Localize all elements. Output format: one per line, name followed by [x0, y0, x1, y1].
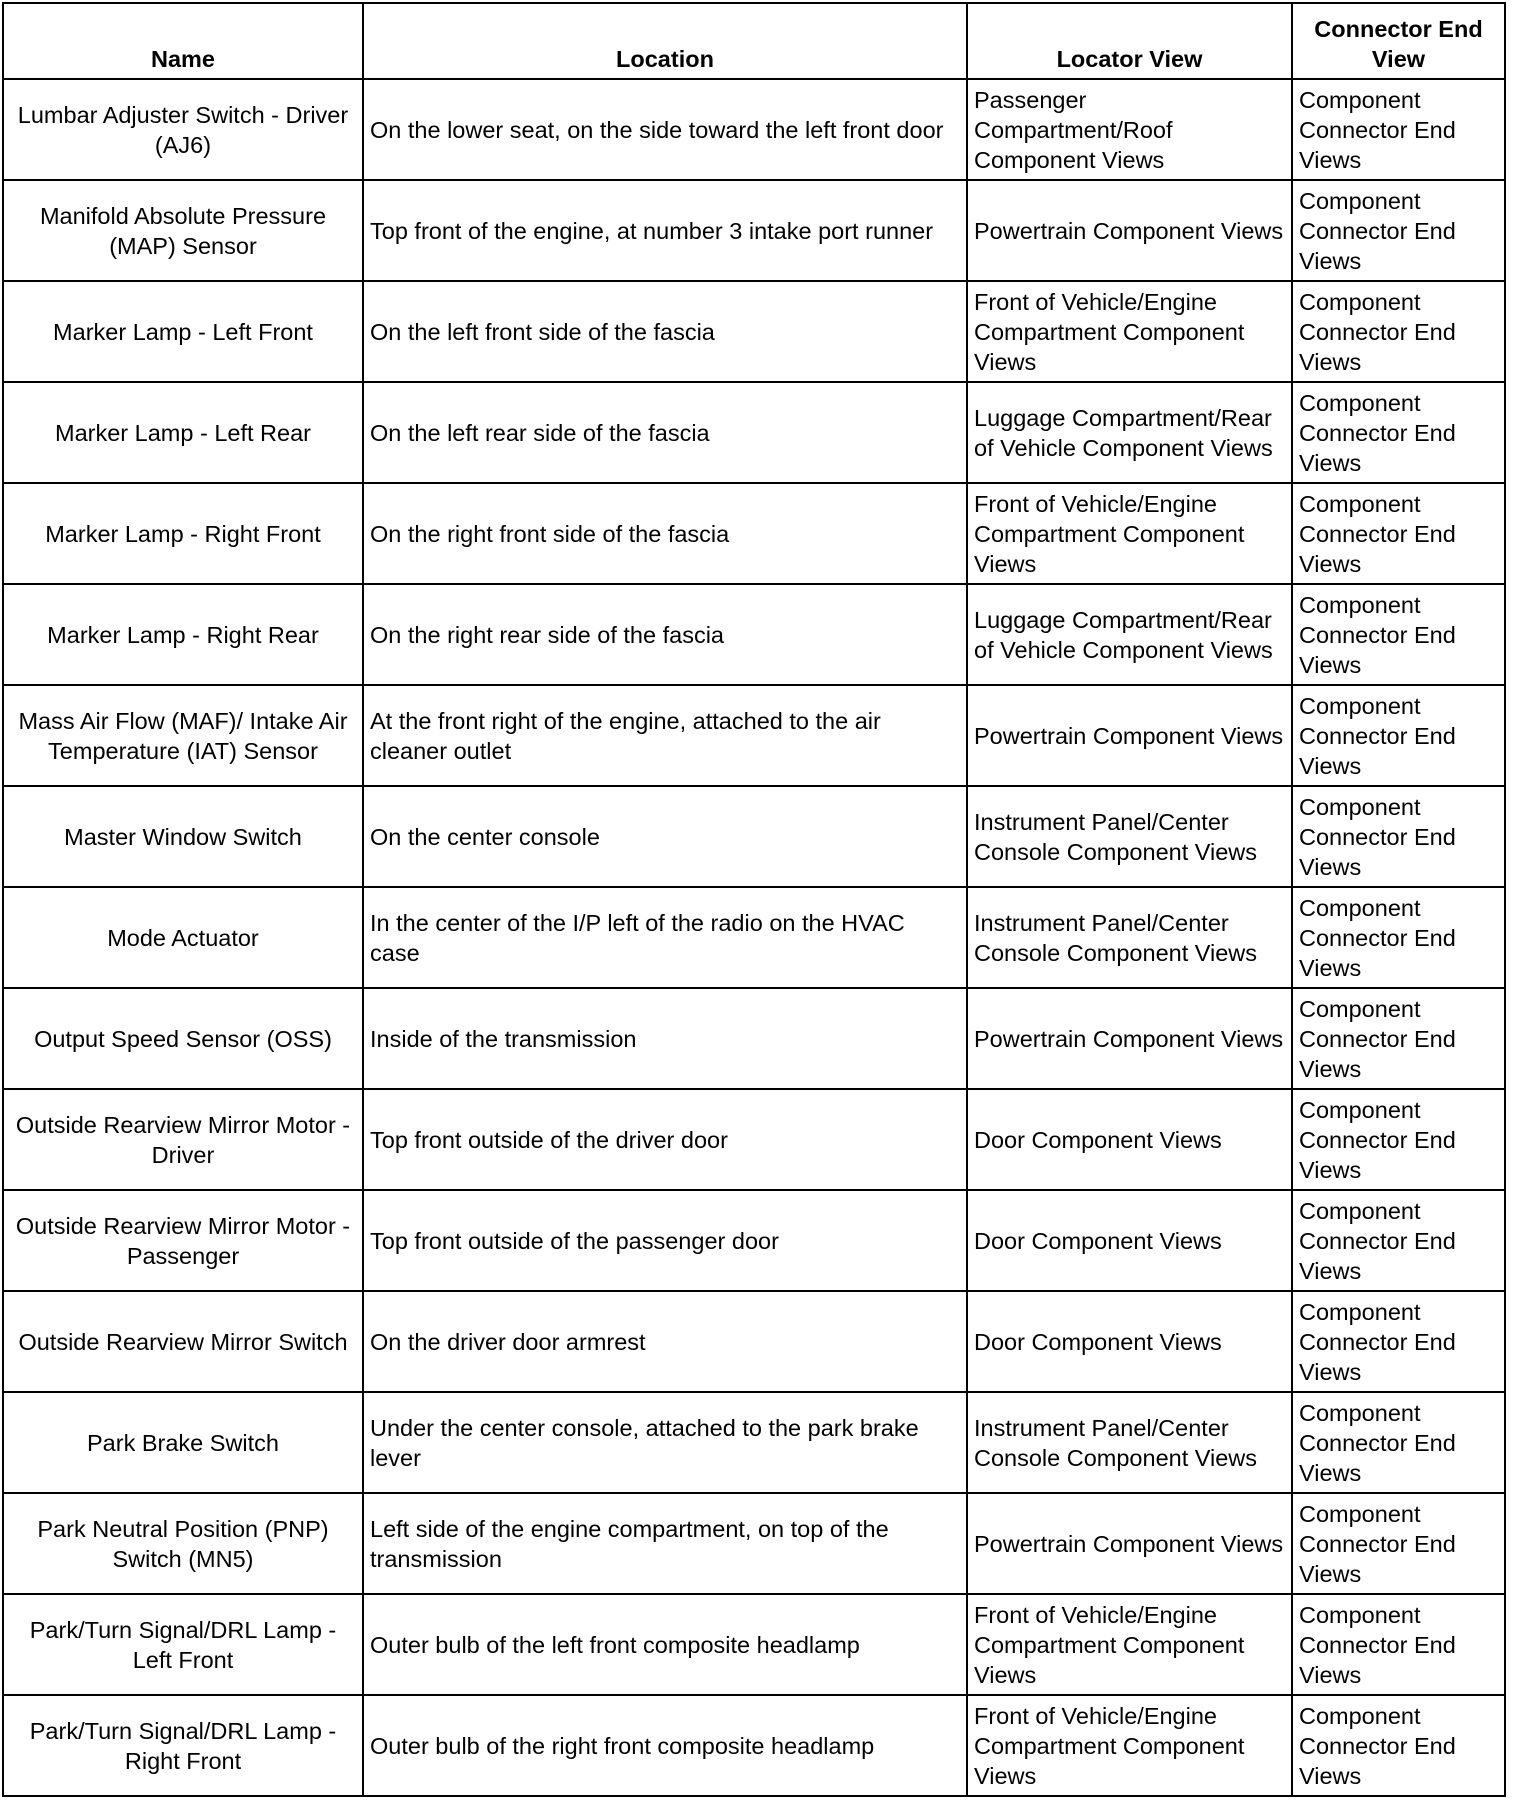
- component-locator-table-wrap: [2, 2, 1504, 1797]
- header-location: Location: [363, 3, 967, 79]
- cell-connector-end-view: Component Connector End Views: [1292, 382, 1505, 483]
- cell-locator-view: Door Component Views: [967, 1190, 1292, 1291]
- table-header-row: [3, 3, 1505, 79]
- table-row: [3, 1594, 1505, 1695]
- table-row: [3, 180, 1505, 281]
- table-row: [3, 988, 1505, 1089]
- cell-locator-view: Instrument Panel/Center Console Component Views: [967, 887, 1292, 988]
- cell-locator-view: Luggage Compartment/Rear of Vehicle Component Views: [967, 584, 1292, 685]
- cell-name: Outside Rearview Mirror Motor - Driver: [3, 1089, 363, 1190]
- table-row: [3, 483, 1505, 584]
- cell-locator-view: Front of Vehicle/Engine Compartment Component Views: [967, 1695, 1292, 1796]
- cell-name: Lumbar Adjuster Switch - Driver (AJ6): [3, 79, 363, 180]
- cell-name: Marker Lamp - Right Front: [3, 483, 363, 584]
- cell-locator-view: Luggage Compartment/Rear of Vehicle Component Views: [967, 382, 1292, 483]
- cell-connector-end-view: Component Connector End Views: [1292, 685, 1505, 786]
- cell-locator-view: Powertrain Component Views: [967, 1493, 1292, 1594]
- cell-location: Left side of the engine compartment, on top of the transmission: [363, 1493, 967, 1594]
- cell-connector-end-view: Component Connector End Views: [1292, 483, 1505, 584]
- cell-location: Outer bulb of the left front composite headlamp: [363, 1594, 967, 1695]
- cell-connector-end-view: Component Connector End Views: [1292, 988, 1505, 1089]
- cell-locator-view: Front of Vehicle/Engine Compartment Component Views: [967, 1594, 1292, 1695]
- cell-connector-end-view: Component Connector End Views: [1292, 281, 1505, 382]
- table-row: [3, 79, 1505, 180]
- cell-locator-view: Powertrain Component Views: [967, 988, 1292, 1089]
- table-row: [3, 1089, 1505, 1190]
- cell-connector-end-view: Component Connector End Views: [1292, 1493, 1505, 1594]
- cell-locator-view: Front of Vehicle/Engine Compartment Component Views: [967, 483, 1292, 584]
- header-name: Name: [3, 3, 363, 79]
- table-row: [3, 786, 1505, 887]
- cell-location: On the right rear side of the fascia: [363, 584, 967, 685]
- cell-locator-view: Door Component Views: [967, 1291, 1292, 1392]
- cell-connector-end-view: Component Connector End Views: [1292, 1190, 1505, 1291]
- cell-locator-view: Powertrain Component Views: [967, 180, 1292, 281]
- cell-name: Park/Turn Signal/DRL Lamp - Left Front: [3, 1594, 363, 1695]
- cell-location: At the front right of the engine, attached to the air cleaner outlet: [363, 685, 967, 786]
- cell-name: Park/Turn Signal/DRL Lamp - Right Front: [3, 1695, 363, 1796]
- cell-name: Marker Lamp - Right Rear: [3, 584, 363, 685]
- cell-connector-end-view: Component Connector End Views: [1292, 1695, 1505, 1796]
- cell-location: On the left rear side of the fascia: [363, 382, 967, 483]
- cell-name: Mode Actuator: [3, 887, 363, 988]
- cell-name: Output Speed Sensor (OSS): [3, 988, 363, 1089]
- table-row: [3, 1392, 1505, 1493]
- cell-name: Master Window Switch: [3, 786, 363, 887]
- cell-name: Park Neutral Position (PNP) Switch (MN5): [3, 1493, 363, 1594]
- cell-locator-view: Instrument Panel/Center Console Component Views: [967, 786, 1292, 887]
- cell-location: On the center console: [363, 786, 967, 887]
- cell-location: On the right front side of the fascia: [363, 483, 967, 584]
- cell-location: In the center of the I/P left of the radio on the HVAC case: [363, 887, 967, 988]
- cell-location: Under the center console, attached to the park brake lever: [363, 1392, 967, 1493]
- cell-location: On the left front side of the fascia: [363, 281, 967, 382]
- table-body: [3, 79, 1505, 1796]
- cell-location: Inside of the transmission: [363, 988, 967, 1089]
- cell-location: Outer bulb of the right front composite headlamp: [363, 1695, 967, 1796]
- table-row: [3, 1493, 1505, 1594]
- table-row: [3, 685, 1505, 786]
- cell-connector-end-view: Component Connector End Views: [1292, 1392, 1505, 1493]
- cell-connector-end-view: Component Connector End Views: [1292, 1291, 1505, 1392]
- component-locator-table: [2, 2, 1506, 1797]
- cell-name: Mass Air Flow (MAF)/ Intake Air Temperature (IAT) Sensor: [3, 685, 363, 786]
- cell-name: Manifold Absolute Pressure (MAP) Sensor: [3, 180, 363, 281]
- cell-location: On the lower seat, on the side toward the left front door: [363, 79, 967, 180]
- cell-location: Top front of the engine, at number 3 intake port runner: [363, 180, 967, 281]
- cell-locator-view: Powertrain Component Views: [967, 685, 1292, 786]
- cell-location: Top front outside of the driver door: [363, 1089, 967, 1190]
- cell-connector-end-view: Component Connector End Views: [1292, 1089, 1505, 1190]
- table-row: [3, 1190, 1505, 1291]
- cell-name: Outside Rearview Mirror Switch: [3, 1291, 363, 1392]
- cell-location: Top front outside of the passenger door: [363, 1190, 967, 1291]
- table-row: [3, 281, 1505, 382]
- cell-name: Outside Rearview Mirror Motor - Passenger: [3, 1190, 363, 1291]
- header-connector-end-view: Connector End View: [1292, 3, 1505, 79]
- cell-name: Marker Lamp - Left Front: [3, 281, 363, 382]
- cell-connector-end-view: Component Connector End Views: [1292, 584, 1505, 685]
- cell-locator-view: Front of Vehicle/Engine Compartment Component Views: [967, 281, 1292, 382]
- cell-connector-end-view: Component Connector End Views: [1292, 1594, 1505, 1695]
- table-row: [3, 1695, 1505, 1796]
- cell-connector-end-view: Component Connector End Views: [1292, 887, 1505, 988]
- table-row: [3, 584, 1505, 685]
- table-row: [3, 1291, 1505, 1392]
- cell-locator-view: Passenger Compartment/Roof Component Views: [967, 79, 1292, 180]
- cell-connector-end-view: Component Connector End Views: [1292, 180, 1505, 281]
- cell-locator-view: Instrument Panel/Center Console Component Views: [967, 1392, 1292, 1493]
- header-locator-view: Locator View: [967, 3, 1292, 79]
- table-row: [3, 382, 1505, 483]
- cell-connector-end-view: Component Connector End Views: [1292, 786, 1505, 887]
- cell-name: Marker Lamp - Left Rear: [3, 382, 363, 483]
- cell-name: Park Brake Switch: [3, 1392, 363, 1493]
- table-row: [3, 887, 1505, 988]
- cell-locator-view: Door Component Views: [967, 1089, 1292, 1190]
- cell-connector-end-view: Component Connector End Views: [1292, 79, 1505, 180]
- cell-location: On the driver door armrest: [363, 1291, 967, 1392]
